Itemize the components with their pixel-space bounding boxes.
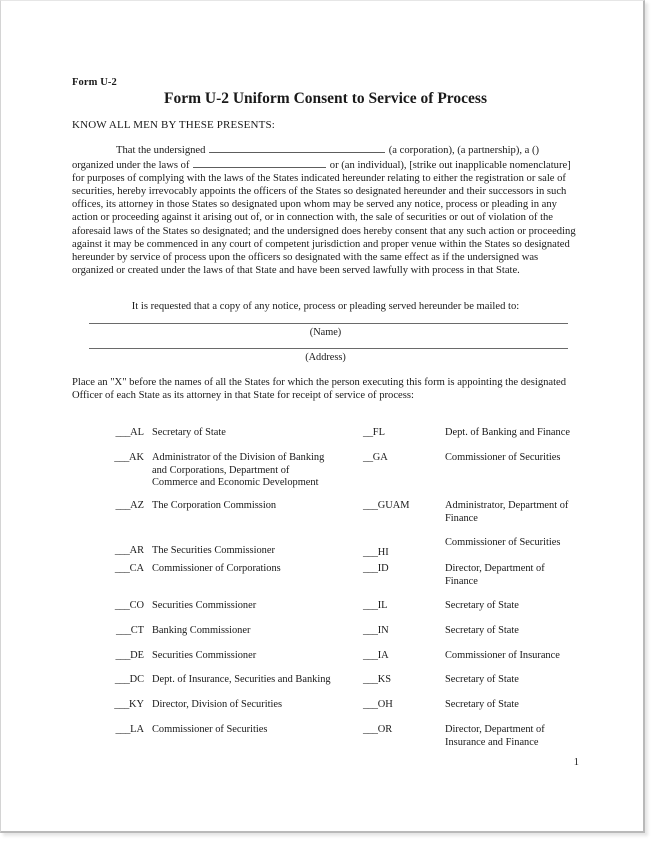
state-mark-blank[interactable]: ___: [115, 650, 131, 661]
state-checkbox-la[interactable]: [82, 724, 144, 735]
state-officer-label: Banking Commissioner: [152, 625, 251, 636]
state-officer-label: Administrator of the Division of Banking and Corporations, Department of Commerce and Economic Development: [152, 452, 325, 489]
state-checkbox-ga[interactable]: [363, 452, 421, 463]
state-checkbox-ak[interactable]: [82, 452, 144, 463]
address-entry-rule[interactable]: [89, 348, 568, 349]
state-officer-label: Dept. of Banking and Finance: [445, 427, 570, 438]
state-officer-label: Commissioner of Corporations: [152, 563, 281, 574]
state-officer-label: Secretary of State: [445, 674, 519, 685]
state-officer-label: Director, Department of Insurance and Finance: [445, 724, 545, 748]
consent-segment-1: That the undersigned: [116, 145, 206, 156]
state-mark-blank[interactable]: __: [363, 427, 373, 438]
state-checkbox-ks[interactable]: [363, 674, 421, 685]
state-code-label: AK: [128, 452, 144, 463]
state-mark-blank[interactable]: ___: [116, 625, 131, 636]
form-tag: Form U-2: [72, 77, 117, 88]
name-entry-rule[interactable]: [89, 323, 568, 324]
state-code-label: DC: [129, 674, 144, 685]
state-officer-label: Secretary of State: [445, 699, 519, 710]
state-officer-label: The Corporation Commission: [152, 500, 277, 511]
state-code-label: IL: [377, 600, 388, 611]
state-checkbox-al[interactable]: [82, 427, 144, 438]
organized-laws-blank[interactable]: [193, 157, 326, 168]
state-mark-blank[interactable]: ___: [363, 650, 378, 661]
state-code-label: AL: [130, 427, 144, 438]
state-officer-label: The Securities Commissioner: [152, 545, 275, 556]
state-checkbox-or[interactable]: [363, 724, 421, 735]
state-checkbox-guam[interactable]: [363, 500, 421, 511]
state-officer-label: Commissioner of Securities: [445, 537, 561, 548]
state-mark-blank[interactable]: ___: [363, 699, 378, 710]
consent-segment-3: organized under the laws of: [72, 160, 190, 172]
state-code-label: AZ: [130, 500, 144, 511]
state-checkbox-co[interactable]: [82, 600, 144, 611]
state-mark-blank[interactable]: ___: [114, 563, 130, 574]
state-officer-label: Securities Commissioner: [152, 600, 257, 611]
state-mark-blank[interactable]: ___: [114, 545, 130, 556]
state-checkbox-ct[interactable]: [82, 625, 144, 636]
address-caption: (Address): [305, 352, 346, 363]
state-mark-blank[interactable]: __: [363, 452, 373, 463]
state-code-label: IA: [377, 650, 389, 661]
state-checkbox-az[interactable]: [82, 500, 144, 511]
state-checkbox-ia[interactable]: [363, 650, 421, 661]
mailing-request-heading: It is requested that a copy of any notice, process or pleading served hereunder be mailed to:: [131, 301, 520, 312]
state-officer-label: Administrator, Department of Finance: [445, 500, 569, 524]
state-officer-label: Secretary of State: [445, 625, 519, 636]
state-checkbox-ky[interactable]: [82, 699, 144, 710]
state-mark-blank[interactable]: ___: [363, 600, 378, 611]
state-code-label: HI: [377, 547, 389, 558]
state-checkbox-il[interactable]: [363, 600, 421, 611]
name-caption: (Name): [309, 327, 342, 338]
state-mark-blank[interactable]: ___: [363, 500, 378, 511]
state-mark-blank[interactable]: ___: [114, 600, 130, 611]
state-selection-table: [72, 421, 579, 748]
state-officer-label: Secretary of State: [445, 600, 519, 611]
state-officer-label: Dept. of Insurance, Securities and Banking: [152, 674, 331, 685]
page-title: Form U-2 Uniform Consent to Service of Process: [164, 90, 487, 107]
consent-paragraph: [72, 142, 579, 277]
page-content-area: [72, 1, 579, 834]
state-code-label: OR: [377, 724, 393, 735]
state-mark-blank[interactable]: ___: [363, 674, 378, 685]
preamble-text: KNOW ALL MEN BY THESE PRESENTS:: [72, 119, 275, 131]
state-code-label: CA: [129, 563, 144, 574]
entity-name-blank[interactable]: [209, 142, 385, 153]
state-officer-label: Director, Division of Securities: [152, 699, 283, 710]
state-code-label: KS: [377, 674, 391, 685]
state-checkbox-hi[interactable]: [363, 547, 421, 558]
state-code-label: GUAM: [377, 500, 410, 511]
state-checkbox-ar[interactable]: [82, 545, 144, 556]
state-mark-blank[interactable]: ___: [115, 427, 131, 438]
state-officer-label: Commissioner of Insurance: [445, 650, 560, 661]
state-checkbox-dc[interactable]: [82, 674, 144, 685]
state-mark-blank[interactable]: ___: [363, 724, 378, 735]
state-mark-blank[interactable]: ___: [363, 547, 378, 558]
state-code-label: ID: [377, 563, 389, 574]
state-code-label: AR: [129, 545, 144, 556]
state-code-label: FL: [372, 427, 385, 438]
state-mark-blank[interactable]: ___: [115, 500, 131, 511]
state-officer-label: Secretary of State: [152, 427, 226, 438]
state-checkbox-id[interactable]: [363, 563, 421, 574]
state-code-label: LA: [130, 724, 144, 735]
state-officer-label: Securities Commissioner: [152, 650, 257, 661]
state-mark-blank[interactable]: ___: [114, 452, 129, 463]
page-number: 1: [573, 757, 579, 768]
state-code-label: KY: [128, 699, 144, 710]
state-checkbox-de[interactable]: [82, 650, 144, 661]
state-mark-blank[interactable]: ___: [114, 699, 129, 710]
consent-segment-2: (a corporation), (a partnership), a (): [388, 145, 540, 156]
state-code-label: DE: [130, 650, 144, 661]
state-officer-label: Director, Department of Finance: [445, 563, 545, 587]
instruction-text: Place an "X" before the names of all the States for which the person executing this form is appointing the designated Officer of each State as its attorney in that State for receipt of service of process:: [72, 377, 567, 402]
state-code-label: GA: [372, 452, 388, 463]
state-checkbox-oh[interactable]: [363, 699, 421, 710]
state-code-label: IN: [377, 625, 389, 636]
state-code-label: OH: [377, 699, 393, 710]
state-mark-blank[interactable]: ___: [363, 625, 378, 636]
state-code-label: CO: [129, 600, 144, 611]
state-checkbox-in[interactable]: [363, 625, 421, 636]
state-mark-blank[interactable]: ___: [363, 563, 378, 574]
state-code-label: CT: [130, 625, 144, 636]
state-checkbox-ca[interactable]: [82, 563, 144, 574]
consent-segment-4: or (an individual), [strike out inapplicable nomenclature] for purposes of complying with the laws of the States indicated hereunder relating to either the registration or sale of securities, hereby irrevocably appoints the officers of the States so designated hereunder and their successors in such offices, its attorney in those States so designated upon whom may be served any notice, process or pleading in any action or proceeding against it arising out of, or in connection with, the sale of securities or out of violation of the aforesaid laws of the States so designated; and the undersigned does hereby consent that any such action or proceeding against it may be commenced in any court of competent jurisdiction and proper venue within the States so designated hereunder by service of process upon the officers so designated with the same effect as if the undersigned was organized or created under the laws of that State and have been served lawfully with process in that State.: [72, 160, 576, 276]
state-officer-label: Commissioner of Securities: [445, 452, 561, 463]
state-mark-blank[interactable]: ___: [114, 674, 130, 685]
state-mark-blank[interactable]: ___: [115, 724, 131, 735]
state-checkbox-fl[interactable]: [363, 427, 421, 438]
state-officer-label: Commissioner of Securities: [152, 724, 268, 735]
